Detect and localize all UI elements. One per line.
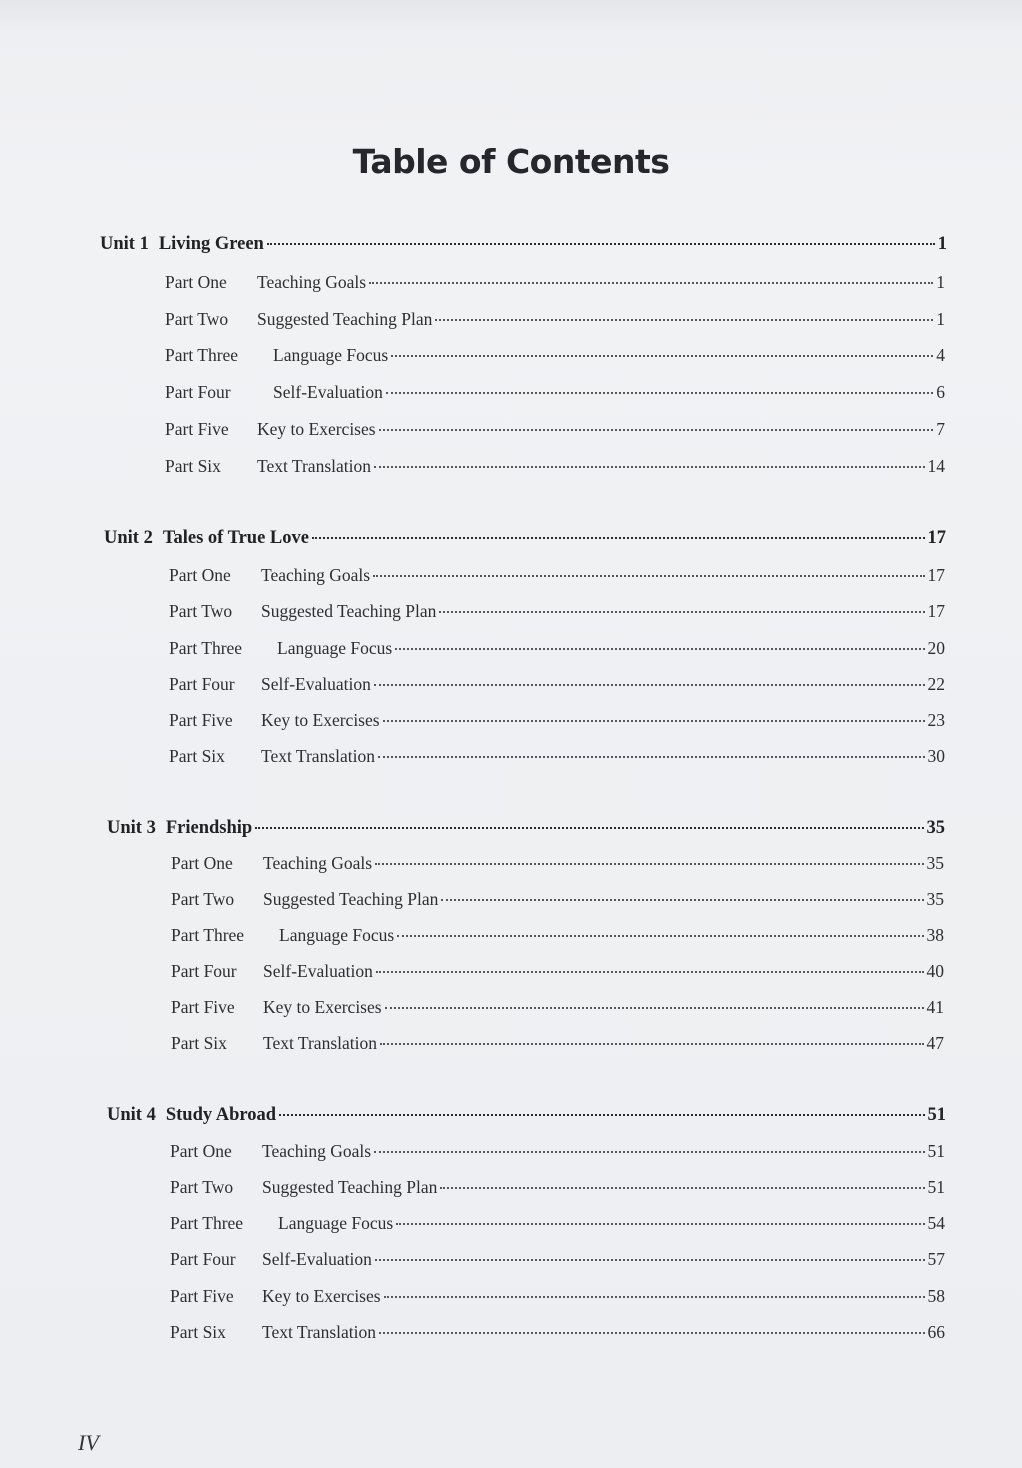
toc-part[interactable] (165, 272, 945, 293)
part-label: Part One (169, 565, 231, 585)
toc-part[interactable] (170, 1213, 945, 1234)
page-number: 54 (927, 1213, 945, 1233)
part-title: Suggested Teaching Plan (262, 1177, 438, 1197)
toc-part[interactable] (169, 746, 945, 767)
page-title: Table of Contents (352, 142, 670, 181)
toc-unit-4[interactable] (107, 1105, 946, 1126)
unit-title: Living Green (158, 234, 264, 254)
dot-leader (379, 1332, 925, 1334)
toc-part[interactable] (170, 1249, 945, 1270)
part-title: Self-Evaluation (261, 674, 371, 694)
dot-leader (373, 575, 924, 577)
part-label: Part Four (171, 961, 237, 981)
part-title: Text Translation (262, 1322, 376, 1342)
toc-part[interactable] (165, 345, 945, 366)
part-title: Suggested Teaching Plan (257, 309, 433, 329)
part-title: Language Focus (277, 638, 393, 658)
toc-part[interactable] (169, 710, 945, 731)
toc-part[interactable] (170, 1286, 945, 1307)
part-label: Part One (171, 853, 233, 873)
toc-part[interactable] (169, 601, 945, 622)
part-title: Teaching Goals (261, 565, 371, 585)
part-title: Teaching Goals (262, 1141, 372, 1161)
dot-leader (374, 466, 925, 468)
part-title: Text Translation (257, 456, 371, 476)
dot-leader (312, 537, 925, 539)
part-label: Part Three (170, 1213, 244, 1233)
part-title: Self-Evaluation (262, 1249, 372, 1269)
part-title: Suggested Teaching Plan (263, 889, 439, 909)
page-number: 20 (927, 638, 945, 658)
part-label: Part Five (170, 1286, 234, 1306)
page-number: 40 (926, 961, 944, 981)
toc-part[interactable] (169, 565, 945, 586)
page-number: 58 (927, 1286, 945, 1306)
unit-number: Unit 1 (100, 234, 149, 254)
page-number: 4 (936, 345, 945, 365)
dot-leader (385, 1007, 924, 1009)
part-title: Self-Evaluation (273, 382, 383, 402)
dot-leader (391, 355, 933, 357)
toc-part[interactable] (171, 853, 944, 874)
toc-part[interactable] (165, 456, 945, 477)
toc-part[interactable] (171, 925, 944, 946)
part-title: Language Focus (278, 1213, 394, 1233)
toc-part[interactable] (165, 309, 945, 330)
part-label: Part Three (165, 345, 239, 365)
page-number: 17 (927, 601, 945, 621)
part-label: Part Five (165, 419, 229, 439)
part-title: Key to Exercises (263, 997, 382, 1017)
dot-leader (396, 1223, 924, 1225)
dot-leader (395, 648, 924, 650)
dot-leader (255, 827, 923, 829)
page-number: 7 (936, 419, 945, 439)
dot-leader (374, 684, 925, 686)
part-title: Key to Exercises (262, 1286, 381, 1306)
part-label: Part One (170, 1141, 232, 1161)
dot-leader (439, 611, 924, 613)
page-number: 51 (927, 1105, 946, 1125)
toc-part[interactable] (170, 1322, 945, 1343)
part-label: Part Five (169, 710, 233, 730)
dot-leader (380, 1043, 924, 1045)
dot-leader (397, 935, 923, 937)
toc-part[interactable] (170, 1177, 945, 1198)
part-label: Part Six (170, 1322, 226, 1342)
page-number: 35 (926, 853, 944, 873)
toc-part[interactable] (165, 382, 945, 403)
part-label: Part Six (169, 746, 225, 766)
page-number: 17 (927, 565, 945, 585)
dot-leader (378, 756, 925, 758)
page-number: 51 (927, 1141, 945, 1161)
page-number: 6 (936, 382, 945, 402)
page-number: 41 (926, 997, 944, 1017)
page-number: 22 (927, 674, 945, 694)
page-number: 35 (926, 889, 944, 909)
toc-part[interactable] (171, 889, 944, 910)
dot-leader (376, 971, 924, 973)
toc-unit-1[interactable] (100, 234, 947, 255)
dot-leader (384, 1296, 925, 1298)
toc-unit-3[interactable] (107, 818, 945, 839)
toc-part[interactable] (170, 1141, 945, 1162)
part-title: Teaching Goals (257, 272, 367, 292)
unit-number: Unit 4 (107, 1105, 156, 1125)
part-title: Text Translation (263, 1033, 377, 1053)
part-label: Part Five (171, 997, 235, 1017)
page-folio: IV (78, 1430, 99, 1455)
part-label: Part Two (171, 889, 235, 909)
part-label: Part Two (165, 309, 229, 329)
part-label: Part Four (165, 382, 231, 402)
page-number: 1 (936, 272, 945, 292)
part-title: Key to Exercises (257, 419, 376, 439)
unit-title: Friendship (165, 818, 253, 838)
page-number: 51 (927, 1177, 945, 1197)
page-number: 35 (926, 818, 945, 838)
part-label: Part Three (171, 925, 245, 945)
page-number: 47 (926, 1033, 944, 1053)
part-title: Language Focus (273, 345, 389, 365)
part-label: Part Six (165, 456, 221, 476)
page-number: 57 (927, 1249, 945, 1269)
page-number: 14 (927, 456, 945, 476)
part-label: Part Two (169, 601, 233, 621)
dot-leader (440, 1187, 924, 1189)
dot-leader (386, 392, 933, 394)
dot-leader (375, 1259, 925, 1261)
part-label: Part Four (170, 1249, 236, 1269)
page-number: 66 (927, 1322, 945, 1342)
page-number: 17 (927, 528, 946, 548)
toc-part[interactable] (169, 638, 945, 659)
unit-number: Unit 2 (104, 528, 153, 548)
unit-number: Unit 3 (107, 818, 156, 838)
page-number: 1 (936, 309, 945, 329)
part-title: Text Translation (261, 746, 375, 766)
toc-part[interactable] (171, 1033, 944, 1054)
toc-part[interactable] (169, 674, 945, 695)
toc-unit-2[interactable] (104, 528, 946, 549)
page-number: 23 (927, 710, 945, 730)
dot-leader (441, 899, 923, 901)
dot-leader (379, 429, 934, 431)
dot-leader (374, 1151, 924, 1153)
dot-leader (435, 319, 933, 321)
part-title: Language Focus (279, 925, 395, 945)
toc-part[interactable] (171, 961, 944, 982)
unit-title: Study Abroad (165, 1105, 277, 1125)
part-title: Teaching Goals (263, 853, 373, 873)
part-label: Part Two (170, 1177, 234, 1197)
dot-leader (279, 1114, 924, 1116)
part-title: Key to Exercises (261, 710, 380, 730)
part-title: Self-Evaluation (263, 961, 373, 981)
part-title: Suggested Teaching Plan (261, 601, 437, 621)
part-label: Part Four (169, 674, 235, 694)
page-number: 38 (926, 925, 944, 945)
part-label: Part Six (171, 1033, 227, 1053)
dot-leader (383, 720, 925, 722)
unit-title: Tales of True Love (162, 528, 309, 548)
dot-leader (267, 243, 935, 245)
toc-part[interactable] (171, 997, 944, 1018)
part-label: Part Three (169, 638, 243, 658)
dot-leader (369, 282, 933, 284)
page-number: 1 (937, 234, 947, 254)
page-number: 30 (927, 746, 945, 766)
toc-part[interactable] (165, 419, 945, 440)
part-label: Part One (165, 272, 227, 292)
dot-leader (375, 863, 923, 865)
